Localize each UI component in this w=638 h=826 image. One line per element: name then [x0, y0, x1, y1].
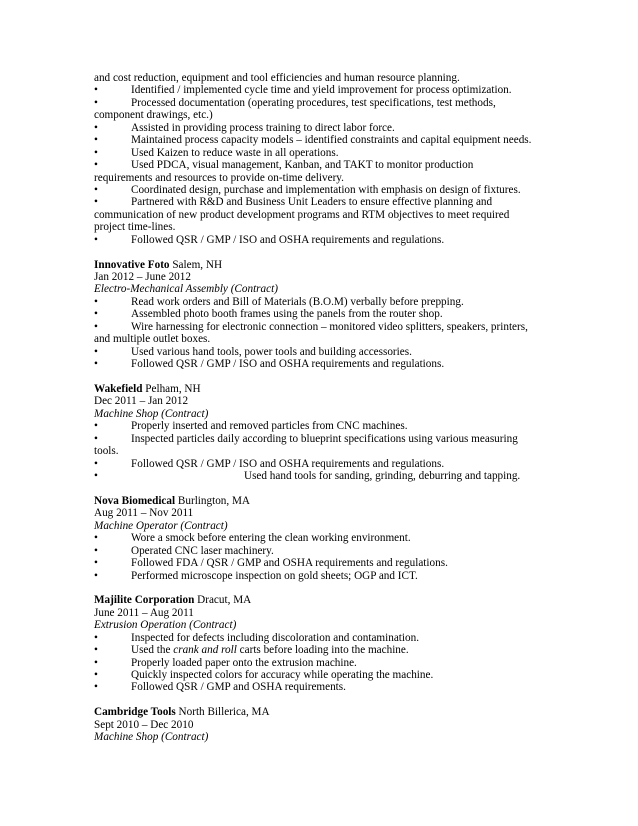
company-location: North Billerica, MA — [175, 706, 270, 719]
bullet-item: • Wore a smock before entering the clean working environment. — [94, 532, 411, 545]
job-header — [94, 383, 554, 395]
bullet-icon: • — [94, 233, 98, 246]
company-location: Salem, NH — [169, 258, 223, 271]
bullet-item: • Processed documentation (operating procedures, test specifications, test methods, — [94, 96, 496, 109]
bullet-icon: • — [94, 84, 98, 97]
company-name: Innovative Foto — [94, 258, 170, 271]
bullet-item: • Assembled photo booth frames using the panels from the router shop. — [94, 308, 443, 321]
bullet-item: • Performed microscope inspection on gold sheets; OGP and ICT. — [94, 569, 418, 582]
section-gap — [94, 482, 554, 494]
bullet-icon: • — [94, 96, 98, 109]
bullet-continuation: requirements and resources to provide on-time delivery. — [94, 171, 344, 184]
bullet-icon: • — [94, 358, 98, 371]
section-gap — [94, 371, 554, 383]
section-gap — [94, 246, 554, 258]
bullet-continuation: component drawings, etc.) — [94, 109, 213, 122]
bullet-item: • Used various hand tools, power tools and building accessories. — [94, 345, 412, 358]
job-role: Machine Operator (Contract) — [94, 519, 228, 532]
job-dates: June 2011 – Aug 2011 — [94, 606, 194, 619]
intro-lead-text: and cost reduction, equipment and tool efficiencies and human resource planning. — [94, 72, 460, 84]
bullet-item: • Used the crank and roll carts before loading into the machine. — [94, 644, 409, 657]
company-location: Burlington, MA — [175, 494, 251, 507]
bullet-item: • Followed FDA / QSR / GMP and OSHA requirements and regulations. — [94, 557, 448, 570]
bullet-icon: • — [94, 544, 98, 557]
bullet-icon: • — [94, 320, 98, 333]
bullet-item: • Followed QSR / GMP / ISO and OSHA requirements and regulations. — [94, 457, 445, 470]
job-dates: Jan 2012 – June 2012 — [94, 271, 191, 283]
bullet-item: • Used hand tools for sanding, grinding, deburring and tapping. — [94, 470, 521, 482]
bullet-item: • Inspected for defects including discoloration and contamination. — [94, 631, 419, 644]
bullet-icon: • — [94, 631, 98, 644]
job-header — [94, 594, 554, 606]
bullet-item: • Read work orders and Bill of Materials (B.O.M) verbally before prepping. — [94, 295, 464, 308]
job-header — [94, 495, 554, 507]
bullet-icon: • — [94, 420, 98, 433]
company-location: Pelham, NH — [142, 382, 201, 395]
resume-page — [94, 72, 554, 744]
bullet-icon: • — [94, 557, 98, 570]
bullet-continuation: project time-lines. — [94, 221, 176, 234]
company-location: Dracut, MA — [194, 594, 252, 607]
bullet-item: • Wire harnessing for electronic connection – monitored video splitters, speakers, printers, — [94, 320, 528, 333]
bullet-item: • Operated CNC laser machinery. — [94, 544, 274, 557]
bullet-continuation: and multiple outlet boxes. — [94, 333, 211, 346]
job-header — [94, 259, 554, 271]
bullet-item: • Followed QSR / GMP and OSHA requirements. — [94, 681, 346, 694]
bullet-icon: • — [94, 345, 98, 358]
bullet-icon: • — [94, 308, 98, 321]
company-name: Nova Biomedical — [94, 494, 176, 507]
bullet-icon: • — [94, 569, 98, 582]
bullet-item: • Maintained process capacity models – identified constraints and capital equipment needs. — [94, 134, 532, 147]
bullet-icon: • — [94, 295, 98, 308]
bullet-icon: • — [94, 669, 98, 681]
company-name: Majilite Corporation — [94, 594, 195, 607]
bullet-icon: • — [94, 681, 98, 694]
emphasis-text: crank and roll — [173, 644, 237, 657]
bullet-item: • Partnered with R&D and Business Unit Leaders to ensure effective planning and — [94, 196, 493, 209]
bullet-item: • Inspected particles daily according to blueprint specifications using various measuring — [94, 432, 518, 445]
job-dates: Sept 2010 – Dec 2010 — [94, 718, 194, 731]
bullet-item: • Assisted in providing process training to direct labor force. — [94, 121, 395, 134]
bullet-item: • Coordinated design, purchase and implementation with emphasis on design of fixtures. — [94, 183, 521, 196]
bullet-icon: • — [94, 146, 98, 159]
bullet-icon: • — [94, 432, 98, 445]
bullet-icon: • — [94, 656, 98, 669]
job-role: Machine Shop (Contract) — [94, 731, 209, 744]
company-name: Cambridge Tools — [94, 706, 176, 719]
bullet-item: • Identified / implemented cycle time and yield improvement for process optimization. — [94, 84, 512, 97]
job-header — [94, 706, 554, 718]
section-gap — [94, 694, 554, 706]
bullet-continuation: tools. — [94, 445, 119, 458]
section-gap — [94, 582, 554, 594]
company-name: Wakefield — [94, 382, 143, 395]
bullet-item: • Used PDCA, visual management, Kanban, and TAKT to monitor production — [94, 159, 474, 172]
job-role: Extrusion Operation (Contract) — [94, 619, 237, 632]
bullet-icon: • — [94, 196, 98, 209]
bullet-icon: • — [94, 457, 98, 470]
bullet-item: • Used Kaizen to reduce waste in all operations. — [94, 146, 339, 159]
bullet-icon: • — [94, 183, 98, 196]
bullet-icon: • — [94, 644, 98, 657]
job-dates: Dec 2011 – Jan 2012 — [94, 395, 189, 408]
bullet-continuation: communication of new product development programs and RTM objectives to meet required — [94, 208, 510, 221]
bullet-item: • Followed QSR / GMP / ISO and OSHA requirements and regulations. — [94, 358, 445, 371]
bullet-icon: • — [94, 470, 98, 482]
bullet-item: • Quickly inspected colors for accuracy while operating the machine. — [94, 669, 434, 681]
bullet-item: • Followed QSR / GMP / ISO and OSHA requirements and regulations. — [94, 233, 445, 246]
bullet-item: • Properly inserted and removed particles from CNC machines. — [94, 420, 408, 433]
bullet-item: • Properly loaded paper onto the extrusion machine. — [94, 656, 357, 669]
bullet-icon: • — [94, 159, 98, 172]
job-dates: Aug 2011 – Nov 2011 — [94, 507, 194, 520]
bullet-icon: • — [94, 134, 98, 147]
job-role: Machine Shop (Contract) — [94, 407, 209, 420]
bullet-icon: • — [94, 532, 98, 545]
bullet-icon: • — [94, 121, 98, 134]
job-role: Electro-Mechanical Assembly (Contract) — [94, 283, 278, 296]
